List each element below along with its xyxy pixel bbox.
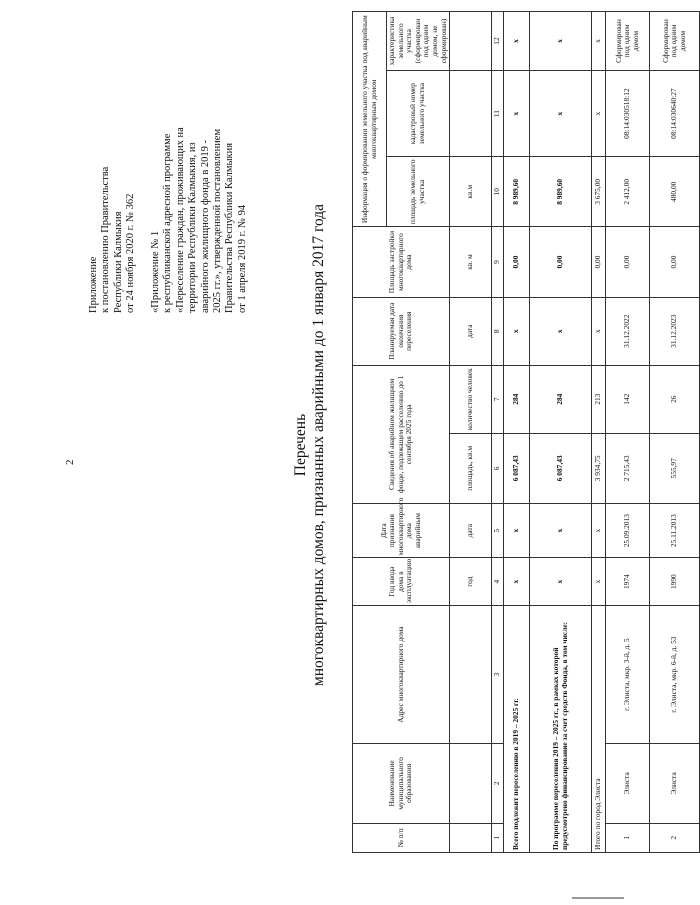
header-cell: Наименование муниципального образования [353, 744, 450, 823]
table-cell: г. Элиста, мкр. 6-й, д. 53 [650, 605, 700, 743]
table-cell: 0,00 [606, 227, 650, 297]
document-title [292, 45, 328, 845]
appendix-line: к постановлению Правительства [100, 166, 112, 313]
column-number: 6 [492, 433, 504, 503]
column-number: 1 [492, 823, 504, 852]
table-cell: х [530, 12, 592, 71]
table-cell: х [504, 71, 530, 157]
unit-cell: кв.м [450, 157, 492, 227]
unit-cell: год [450, 558, 492, 606]
table-cell: Элиста [650, 744, 700, 823]
header-cell: характеристика земельного участка (сформирован под одним домом, не сформирован) [387, 12, 450, 71]
column-number: 8 [492, 297, 504, 365]
unit-cell: дата [450, 503, 492, 557]
appendix-line: к республиканской адресной программе [162, 133, 174, 313]
header-cell: Год ввода дома в эксплуатацию [353, 558, 450, 606]
table-cell: 31.12.2023 [650, 297, 700, 365]
unit-cell: площадь, кв.м [450, 433, 492, 503]
table-cell: 2 715,43 [606, 433, 650, 503]
fund-label: По программе переселения 2019 – 2025 гг., в рамках которой предусмотрено финансирование за счет средств Фонда, в том числе: [530, 605, 592, 852]
appendix-line: аварийного жилищного фонда в 2019 - [199, 139, 211, 313]
table-cell: 1990 [650, 558, 700, 606]
header-cell: Информация о формировании земельного участка под аварийным многоквартирным домом [353, 12, 387, 227]
table-cell: 0,00 [650, 227, 700, 297]
table-cell: 555,97 [650, 433, 700, 503]
table-cell: х [530, 71, 592, 157]
table-cell: 2 [650, 823, 700, 852]
table-cell: 6 087,43 [530, 433, 592, 503]
city-label: Итого по город Элиста [592, 605, 606, 852]
column-number: 5 [492, 503, 504, 557]
table-cell: Сформирован под одним домом [650, 12, 700, 71]
header-cell: кадастровый номер земельного участка [387, 71, 450, 157]
appendix-line: «Приложение № 1 [150, 230, 162, 313]
header-cell: № п/п [353, 823, 450, 852]
table-cell: х [504, 297, 530, 365]
table-cell: 31.12.2022 [606, 297, 650, 365]
table-cell: г. Элиста, мкр. 3-й, д. 5 [606, 605, 650, 743]
table-cell: 142 [606, 365, 650, 433]
table-cell: х [504, 503, 530, 557]
table-cell: 08:14:030518:12 [606, 71, 650, 157]
header-cell: Планируемая дата окончания переселения [353, 297, 450, 365]
appendix-line: от 1 апреля 2019 г. № 94 [236, 204, 248, 313]
table-cell: х [592, 12, 606, 71]
appendix-line: от 24 ноября 2020 г. № 362 [125, 193, 137, 313]
appendix-line: Приложение [88, 256, 99, 313]
header-cell: Дата признания многоквартирного дома аварийным [353, 503, 450, 557]
appendix-line: Республики Калмыкия [112, 211, 124, 313]
table-cell: 0,00 [530, 227, 592, 297]
appendix-line [138, 53, 150, 313]
table-cell: 213 [592, 365, 606, 433]
header-cell: Адрес многоквартирного дома [353, 605, 450, 743]
table-cell: 284 [530, 365, 592, 433]
table-cell: Сформирован под одним домом [606, 12, 650, 71]
table-cell: 3 675,00 [592, 157, 606, 227]
column-number: 9 [492, 227, 504, 297]
unit-cell [450, 823, 492, 852]
total-label: Всего подлежит переселению в 2019 – 2025 гг. [504, 605, 530, 852]
column-number: 12 [492, 12, 504, 71]
table-cell: 1 [606, 823, 650, 852]
unit-cell: количество человек [450, 365, 492, 433]
table-cell: 25.11.2013 [650, 503, 700, 557]
header-cell: площадь земельного участка [387, 157, 450, 227]
table-cell: 26 [650, 365, 700, 433]
appendix-block [88, 53, 249, 313]
table-cell: 480,00 [650, 157, 700, 227]
appendix-line: «Переселение граждан, проживающих на [174, 127, 186, 313]
table-row [606, 12, 650, 853]
unit-cell [450, 744, 492, 823]
table-cell: 08:14:030640:27 [650, 71, 700, 157]
table-cell: х [530, 297, 592, 365]
unit-cell: кв. м [450, 227, 492, 297]
page-number: 2 [64, 459, 76, 465]
column-number: 11 [492, 71, 504, 157]
appendix-line: 2025 гг.», утвержденной постановлением [212, 128, 224, 313]
title-subline: многоквартирных домов, признанных аварийными до 1 января 2017 года [310, 203, 327, 687]
appendix-line: Правительства Республики Калмыкия [224, 142, 236, 313]
appendix-line: территории Республики Калмыкия, из [187, 142, 199, 313]
table-cell: 0,00 [592, 227, 606, 297]
table-cell: 1974 [606, 558, 650, 606]
table-row [650, 12, 700, 853]
table-cell: 284 [504, 365, 530, 433]
table-cell: 3 934,75 [592, 433, 606, 503]
table-cell: 25.09.2013 [606, 503, 650, 557]
table-cell: х [592, 503, 606, 557]
unit-cell [450, 71, 492, 157]
table-cell: Элиста [606, 744, 650, 823]
header-cell: Площадь застройки многоквартирного дома [353, 227, 450, 297]
column-number: 2 [492, 744, 504, 823]
table-cell: 8 989,60 [530, 157, 592, 227]
column-number: 10 [492, 157, 504, 227]
scan-edge-mark [572, 897, 624, 899]
table-cell: х [530, 558, 592, 606]
unit-cell [450, 605, 492, 743]
table-cell: 2 412,00 [606, 157, 650, 227]
table-cell: 0,00 [504, 227, 530, 297]
table-cell: х [504, 558, 530, 606]
table-cell: х [592, 558, 606, 606]
table-cell: х [530, 503, 592, 557]
table-cell: х [592, 71, 606, 157]
unit-cell [450, 12, 492, 71]
column-number: 4 [492, 558, 504, 606]
title-line: Перечень [292, 413, 309, 477]
unit-cell: дата [450, 297, 492, 365]
table-cell: 8 989,60 [504, 157, 530, 227]
table-cell: х [592, 297, 606, 365]
table-cell: 6 087,43 [504, 433, 530, 503]
table-cell: х [504, 12, 530, 71]
column-number: 7 [492, 365, 504, 433]
header-cell: Сведения об аварийном жилищном фонде, подлежащем расселению до 1 сентября 2025 года [353, 365, 450, 503]
housing-table [352, 11, 700, 853]
column-number: 3 [492, 605, 504, 743]
